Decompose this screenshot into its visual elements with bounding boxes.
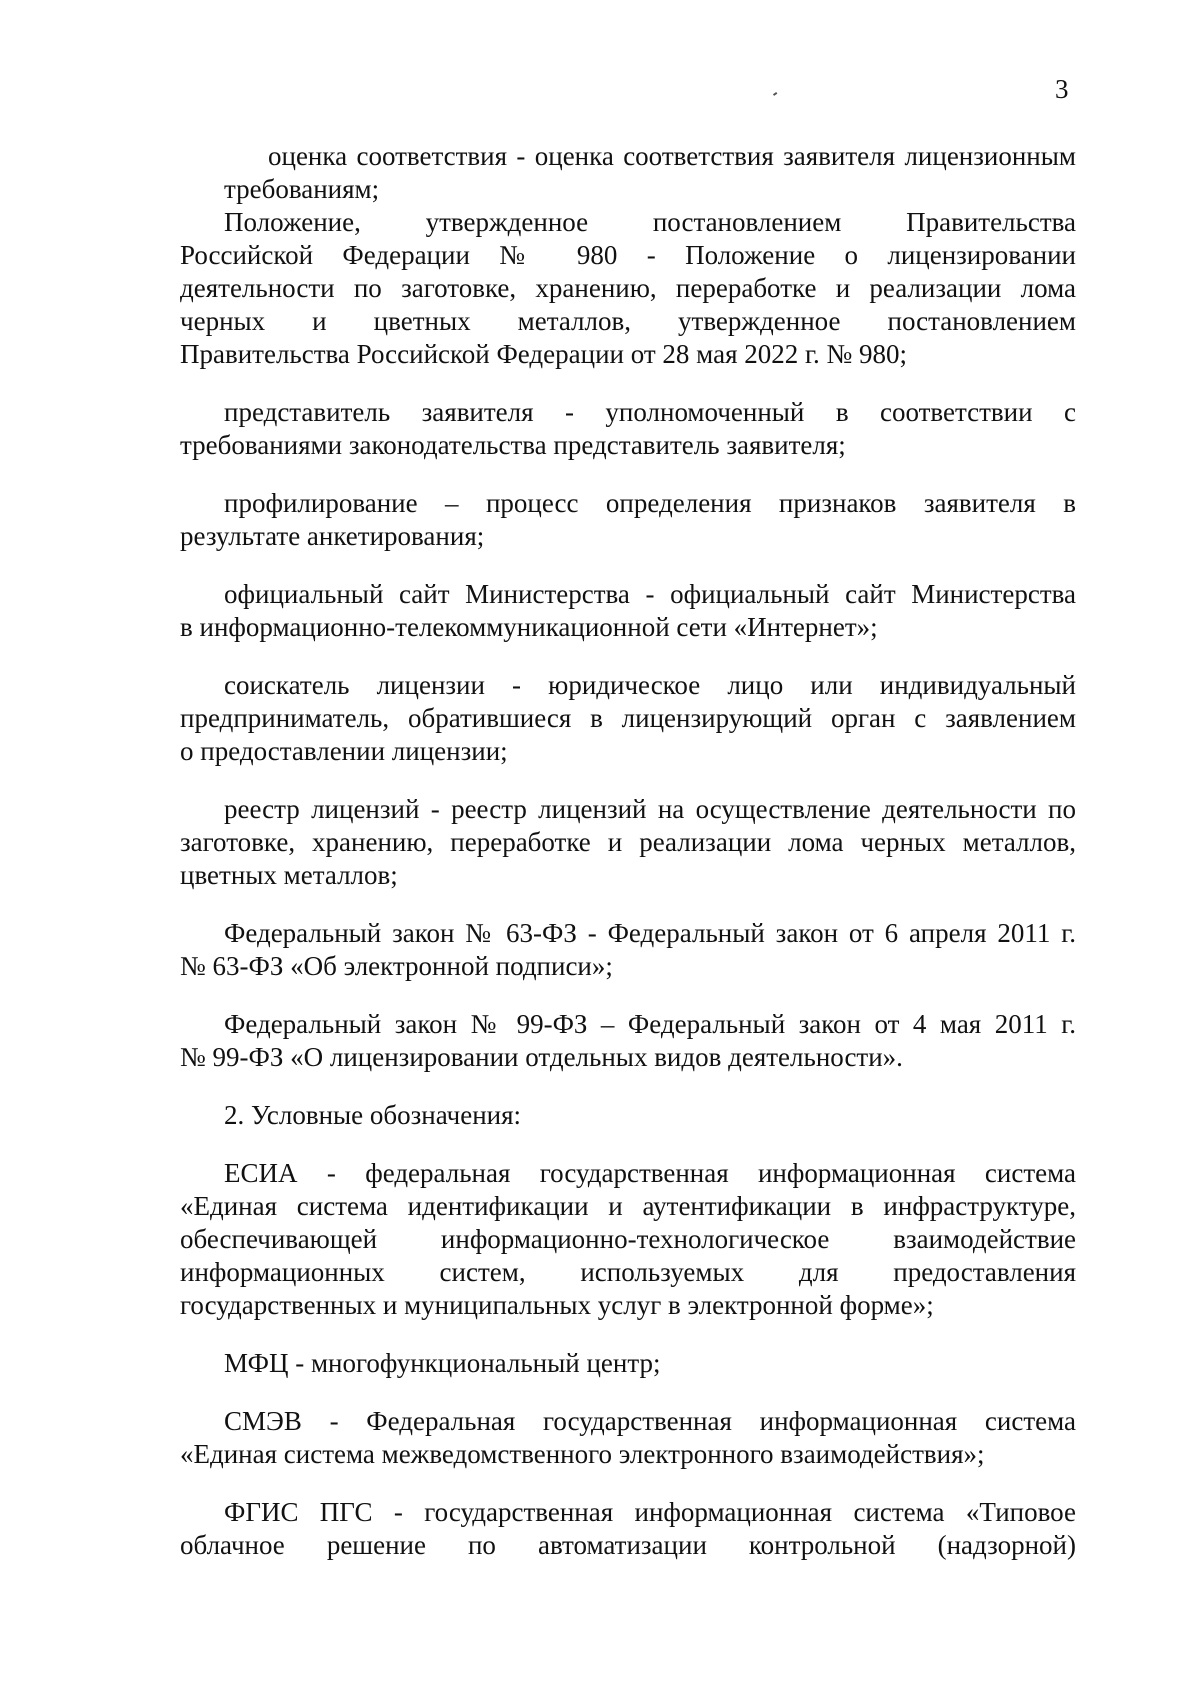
text-line: облачное решение по автоматизации контрольной (надзорной): [180, 1530, 1076, 1560]
definition-federal-law-99: [180, 1008, 1076, 1074]
text-line: соискатель лицензии - юридическое лицо или индивидуальный: [224, 670, 1076, 700]
text-line: обеспечивающей информационно-технологическое взаимодействие: [180, 1224, 1076, 1254]
text-line: ЕСИА - федеральная государственная информационная система: [224, 1158, 1076, 1188]
abbreviation-esia: [180, 1157, 1076, 1322]
text-line: № 99-ФЗ «О лицензировании отдельных видов деятельности».: [180, 1042, 903, 1072]
text-line: деятельности по заготовке, хранению, переработке и реализации лома: [180, 273, 1076, 303]
text-line: Правительства Российской Федерации от 28 мая 2022 г. № 980;: [180, 339, 908, 369]
definition-license-registry: [180, 793, 1076, 892]
abbreviation-fgis-pgs: [180, 1496, 1076, 1562]
text-line: требованиям;: [224, 174, 380, 204]
text-line: СМЭВ - Федеральная государственная информационная система: [224, 1406, 1076, 1436]
text-line: о предоставлении лицензии;: [180, 736, 508, 766]
text-line: официальный сайт Министерства - официальный сайт Министерства: [224, 579, 1076, 609]
scan-speck: [773, 92, 777, 96]
text-line: ФГИС ПГС - государственная информационная система «Типовое: [224, 1497, 1076, 1527]
text-line: требованиями законодательства представитель заявителя;: [180, 430, 846, 460]
definition-official-site: [180, 578, 1076, 644]
section-heading-abbreviations: [180, 1099, 1076, 1132]
document-body: [180, 140, 1076, 1562]
text-line: оценка соответствия - оценка соответствия заявителя лицензионным: [268, 141, 1076, 171]
definition-regulation-980: [180, 206, 1076, 371]
text-line: профилирование – процесс определения признаков заявителя в: [224, 488, 1076, 518]
text-line: представитель заявителя - уполномоченный в соответствии с: [224, 397, 1076, 427]
text-line: цветных металлов;: [180, 860, 398, 890]
abbreviation-mfc: [180, 1347, 1076, 1380]
page-number: 3: [1055, 74, 1069, 104]
definition-federal-law-63: [180, 917, 1076, 983]
definition-license-applicant: [180, 669, 1076, 768]
text-line: Федеральный закон № 99-ФЗ – Федеральный закон от 4 мая 2011 г.: [224, 1009, 1076, 1039]
text-line: государственных и муниципальных услуг в электронной форме»;: [180, 1290, 934, 1320]
text-line: МФЦ - многофункциональный центр;: [224, 1348, 661, 1378]
text-line: реестр лицензий - реестр лицензий на осуществление деятельности по: [224, 794, 1076, 824]
text-line: заготовке, хранению, переработке и реализации лома черных металлов,: [180, 827, 1076, 857]
abbreviation-smev: [180, 1405, 1076, 1471]
definition-profiling: [180, 487, 1076, 553]
text-line: Положение, утвержденное постановлением Правительства: [224, 207, 1076, 237]
text-line: результате анкетирования;: [180, 521, 485, 551]
text-line: № 63-ФЗ «Об электронной подписи»;: [180, 951, 613, 981]
text-line: информационных систем, используемых для предоставления: [180, 1257, 1076, 1287]
text-line: Российской Федерации № 980 - Положение о лицензировании: [180, 240, 1076, 270]
text-line: «Единая система межведомственного электронного взаимодействия»;: [180, 1439, 985, 1469]
text-line: в информационно-телекоммуникационной сети «Интернет»;: [180, 612, 878, 642]
text-line: «Единая система идентификации и аутентификации в инфраструктуре,: [180, 1191, 1076, 1221]
text-line: 2. Условные обозначения:: [224, 1100, 522, 1130]
text-line: черных и цветных металлов, утвержденное постановлением: [180, 306, 1076, 336]
definition-conformity-assessment: [180, 140, 1076, 206]
definition-applicant-representative: [180, 396, 1076, 462]
text-line: предприниматель, обратившиеся в лицензирующий орган с заявлением: [180, 703, 1076, 733]
text-line: Федеральный закон № 63-ФЗ - Федеральный закон от 6 апреля 2011 г.: [224, 918, 1076, 948]
